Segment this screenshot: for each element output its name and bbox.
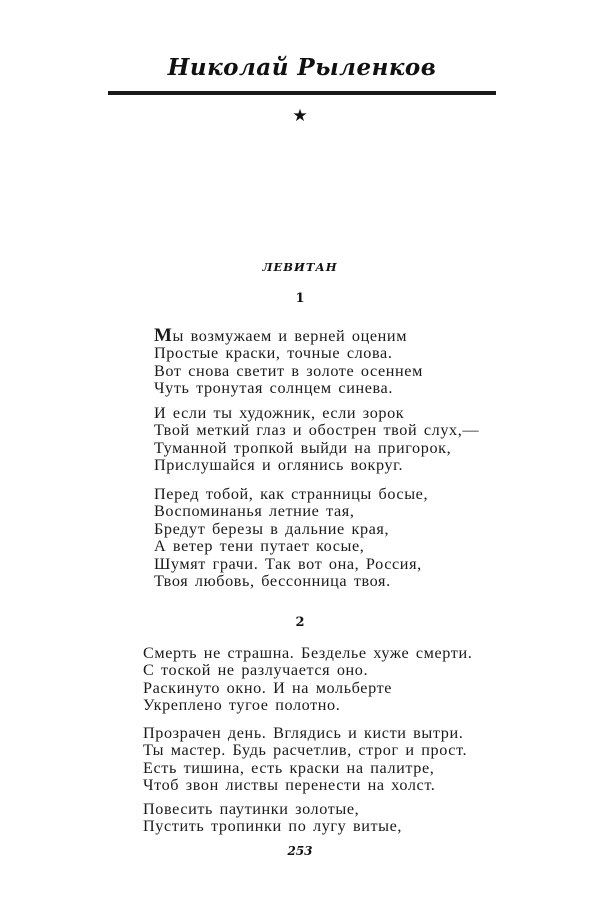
poem-line: Воспоминанья летние тая, xyxy=(154,502,355,521)
poem-line: Вот снова светит в золоте осеннем xyxy=(154,361,423,380)
stanza-2-3 xyxy=(143,801,402,836)
section-number-2: 2 xyxy=(295,615,305,630)
header-rule xyxy=(108,91,496,95)
poem-line: Ты мастер. Будь расчетлив, строг и прост. xyxy=(143,741,468,760)
poem-line: Есть тишина, есть краски на палитре, xyxy=(143,758,435,777)
poem-line: Укреплено тугое полотно. xyxy=(143,696,341,715)
section-number-1: 1 xyxy=(295,291,305,306)
poem-line: Раскинуто окно. И на мольберте xyxy=(143,678,393,697)
poem-line: Твоя любовь, бессонница твоя. xyxy=(154,572,391,591)
poem-line: Повесить паутинки золотые, xyxy=(143,800,360,818)
poem-line: Перед тобой, как странницы босые, xyxy=(154,485,429,503)
poem-line-rest: ы возмужаем и верней оценим xyxy=(172,327,408,345)
poem-line: Туманной тропкой выйди на пригорок, xyxy=(154,438,452,457)
stanza-1-1 xyxy=(154,327,423,398)
poem-line: С тоской не разлучается оно. xyxy=(143,661,369,680)
star-ornament-icon: ★ xyxy=(292,106,308,126)
stanza-2-1 xyxy=(143,645,472,715)
poem-title: ЛЕВИТАН xyxy=(262,260,338,274)
drop-cap: М xyxy=(154,325,173,346)
poem-line: А ветер тени путает косые, xyxy=(154,537,365,556)
poem-line: Чтоб звон листвы перенести на холст. xyxy=(143,776,436,795)
poem-line: Бредут березы в дальние края, xyxy=(154,519,390,538)
poem-line: Твой меткий глаз и обострен твой слух,— xyxy=(154,421,480,440)
poem-line: Чуть тронутая солнцем синева. xyxy=(154,379,393,398)
poem-line xyxy=(154,327,423,345)
poem-line: Шумят грачи. Так вот она, Россия, xyxy=(154,554,422,573)
page-number: 253 xyxy=(287,844,313,858)
poem-line: И если ты художник, если зорок xyxy=(154,404,405,422)
poem-line: Прозрачен день. Вглядись и кисти вытри. xyxy=(143,724,464,742)
stanza-2-2 xyxy=(143,725,467,795)
stanza-1-3 xyxy=(154,486,428,590)
poem-line: Пустить тропинки по лугу витые, xyxy=(143,817,403,836)
poem-line: Прислушайся и оглянись вокруг. xyxy=(154,456,404,475)
poem-line: Смерть не страшна. Безделье хуже смерти. xyxy=(143,644,473,662)
poem-line: Простые краски, точные слова. xyxy=(154,344,393,363)
running-header-author: Николай Рыленков xyxy=(167,54,437,81)
stanza-1-2 xyxy=(154,405,479,475)
